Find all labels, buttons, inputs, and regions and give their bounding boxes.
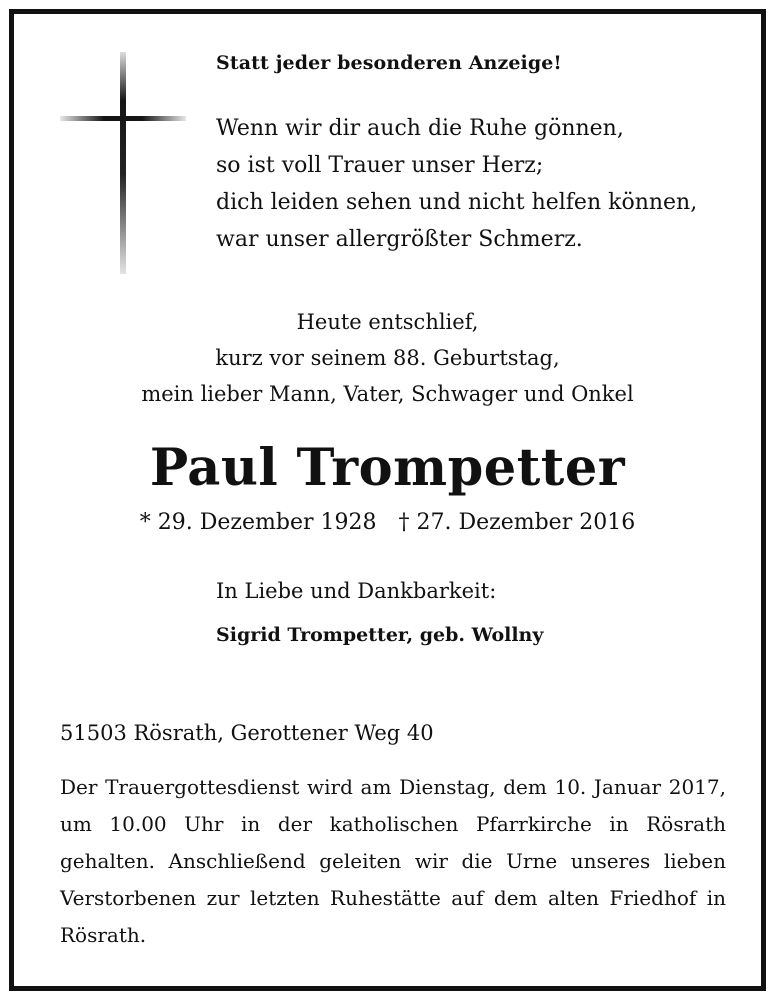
intro-text — [14, 304, 761, 412]
service-info: Der Trauergottesdienst wird am Dienstag, dem 10. Januar 2017, um 10.00 Uhr in der katholischen Pfarrkirche in Rösrath gehalten. Anschließend geleiten wir die Urne unseres lieben Verstorbenen zur letzten Ruhestätte auf dem alten Friedhof in Rösrath. — [60, 775, 726, 947]
poem-line: Wenn wir dir auch die Ruhe gönnen, — [216, 116, 624, 141]
poem — [216, 110, 697, 258]
poem-line: so ist voll Trauer unser Herz; — [216, 153, 544, 178]
death-date: † 27. Dezember 2016 — [398, 510, 636, 535]
poem-line: war unser allergrößter Schmerz. — [216, 227, 583, 252]
deceased-name: Paul Trompetter — [149, 438, 626, 498]
address: 51503 Rösrath, Gerottener Weg 40 — [60, 721, 434, 745]
birth-date: * 29. Dezember 1928 — [139, 510, 377, 535]
intro-line: kurz vor seinem 88. Geburtstag, — [215, 346, 560, 370]
thanks-line: In Liebe und Dankbarkeit: — [216, 579, 497, 603]
poem-line: dich leiden sehen und nicht helfen können, — [216, 190, 698, 215]
signer-name: Sigrid Trompetter, geb. Wollny — [216, 624, 544, 646]
intro-line: mein lieber Mann, Vater, Schwager und Onkel — [141, 382, 634, 406]
life-dates — [14, 510, 761, 535]
intro-line: Heute entschlief, — [296, 310, 479, 334]
cross-horizontal-bar — [60, 116, 186, 121]
headline: Statt jeder besonderen Anzeige! — [216, 52, 562, 74]
obituary-frame — [9, 9, 766, 991]
cross-icon — [60, 52, 186, 274]
cross-vertical-bar — [120, 52, 126, 274]
